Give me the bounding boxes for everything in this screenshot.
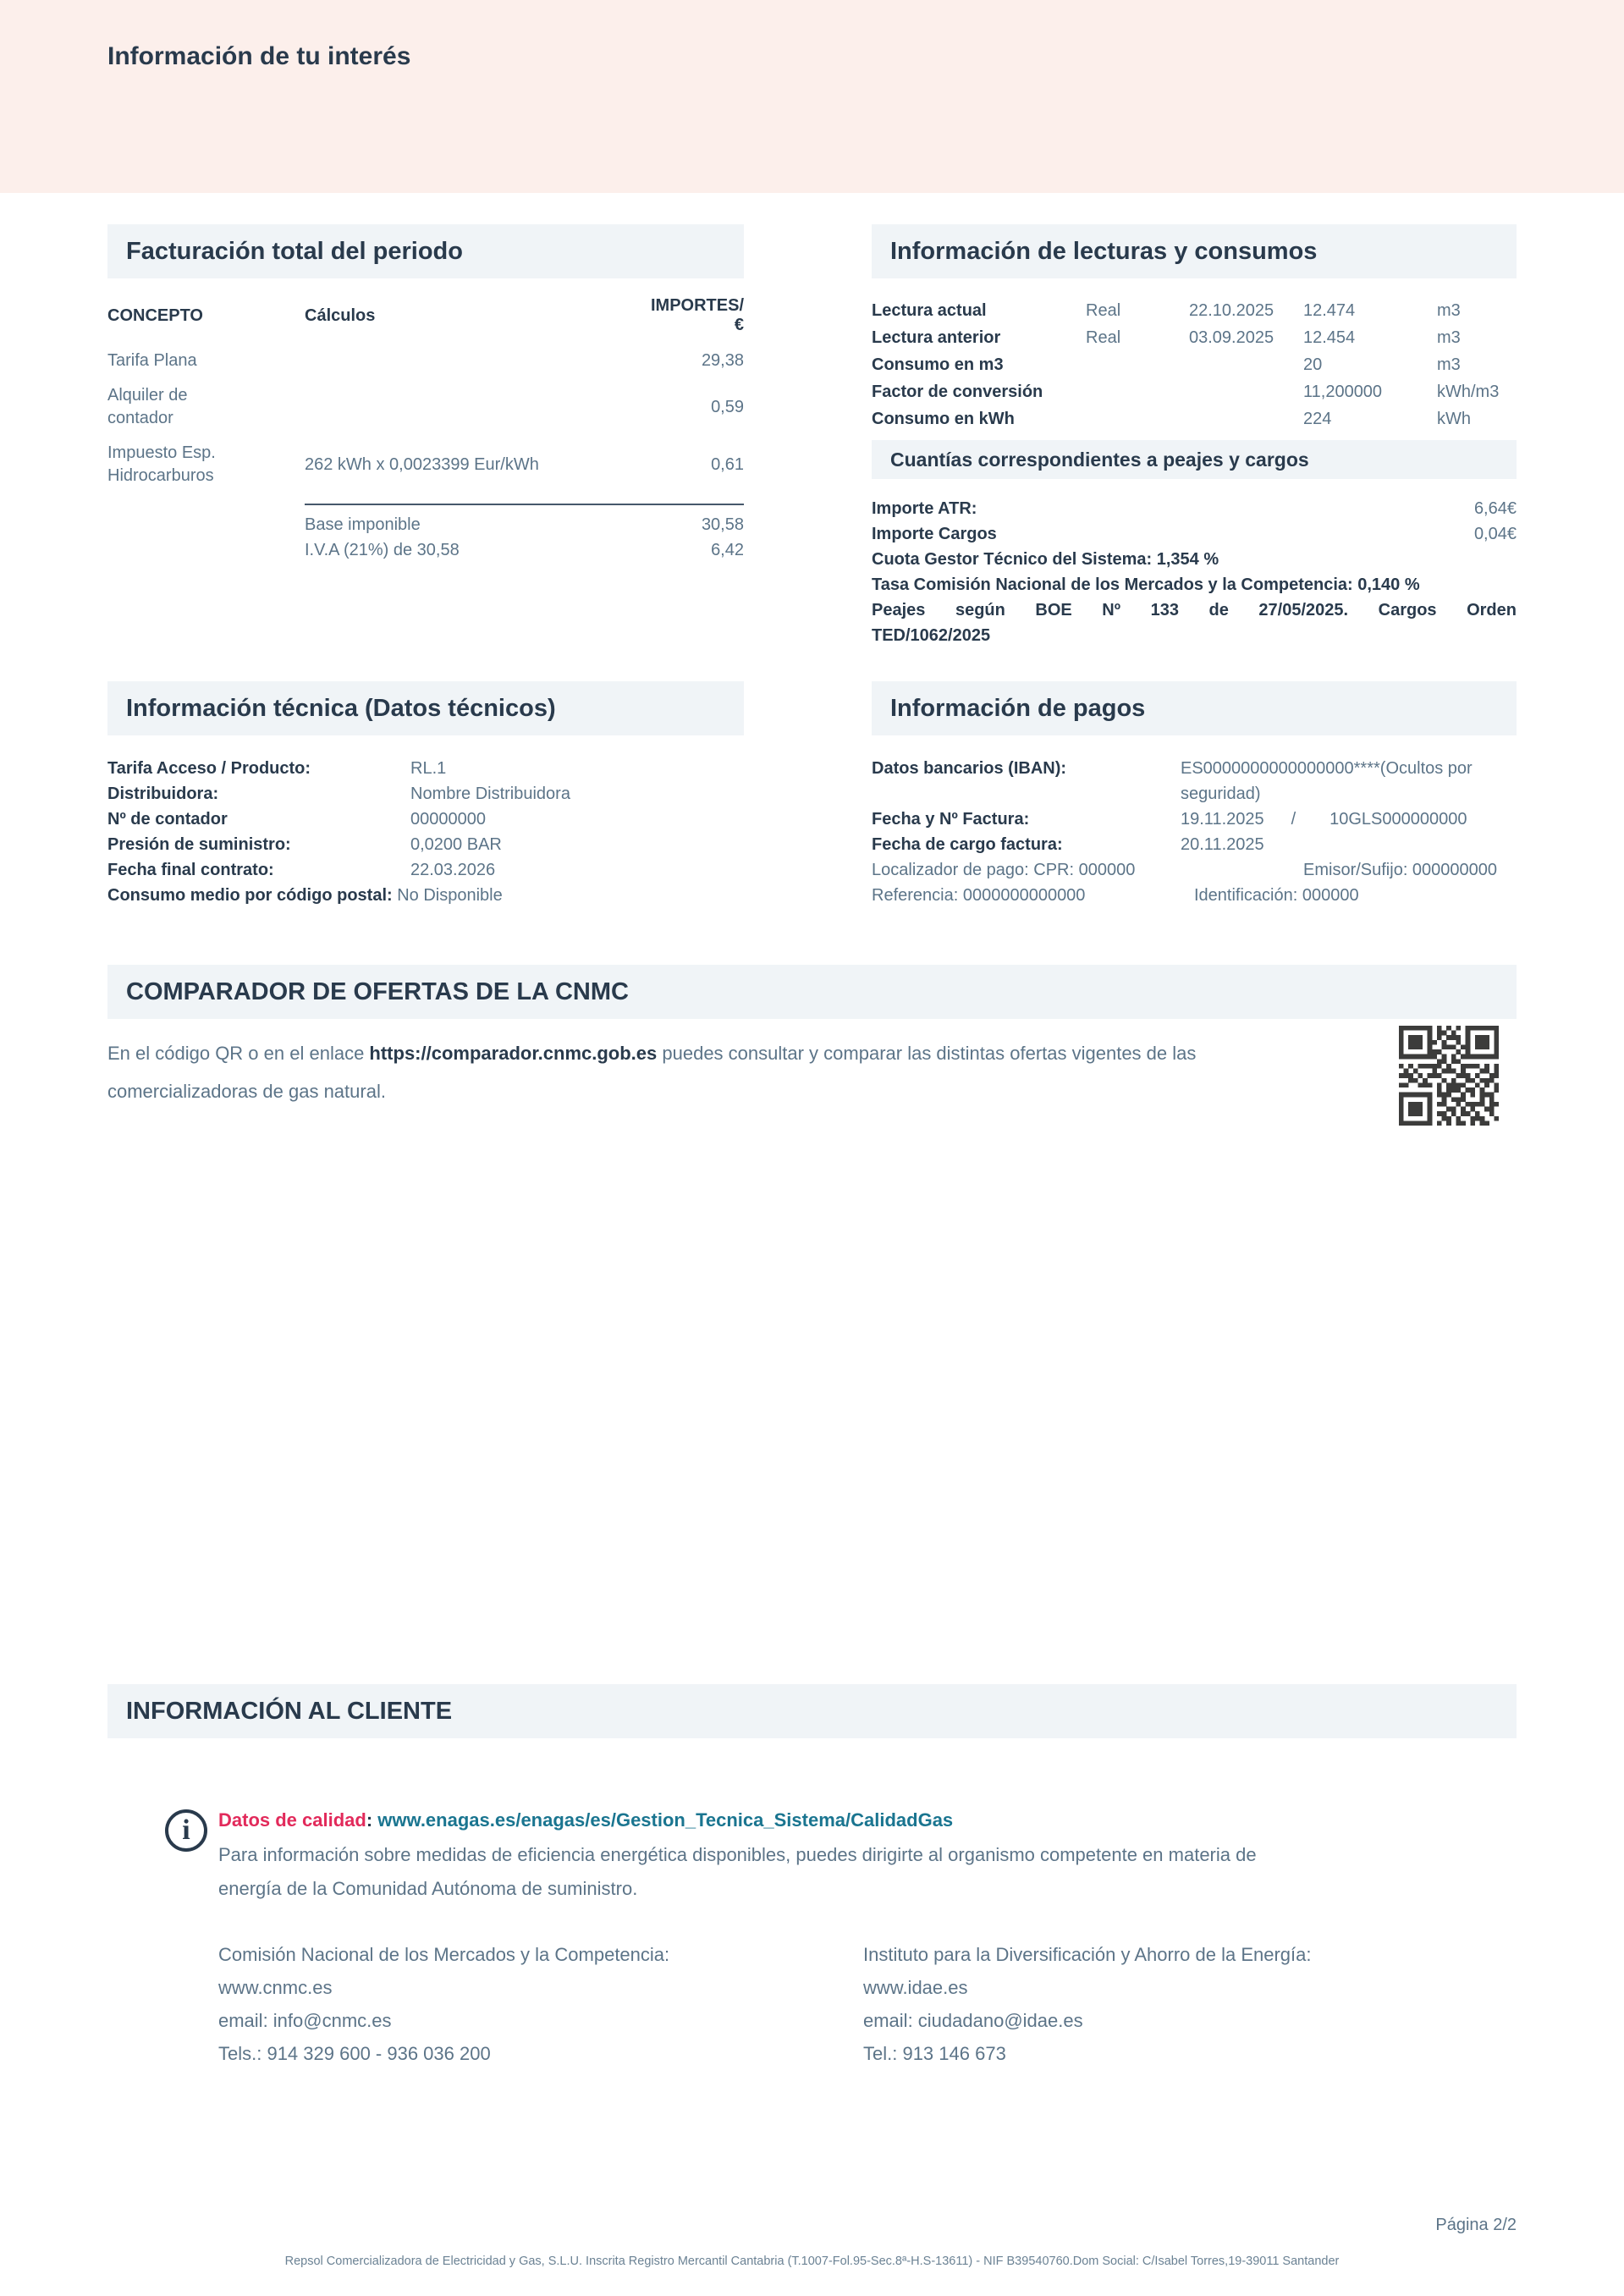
legal-footer: Repsol Comercializadora de Electricidad y Gas, S.L.U. Inscrita Registro Mercantil Cantabria (T.1007-Fol.95-Sec.8ª-H.S-13611) - NIF B39540760.Dom Social: C/Isabel Torres,19-39011 Santander: [284, 2255, 1340, 2268]
readings-table: [872, 297, 1517, 432]
billing-table-header: [107, 296, 744, 344]
idae-name: Instituto para la Diversificación y Ahorro de la Energía:: [863, 1944, 1312, 1965]
technical-section-title: Información técnica (Datos técnicos): [107, 681, 744, 735]
invoice-number: 10GLS000000000: [1329, 810, 1467, 829]
idae-website-link[interactable]: www.idae.es: [863, 1977, 968, 1998]
reading-label: Lectura actual: [872, 301, 987, 320]
reading-value: 11,200000: [1303, 383, 1383, 401]
page-banner: [0, 0, 1624, 193]
tolls-body: [872, 496, 1517, 648]
payment-reference: Referencia: 0000000000000: [872, 886, 1086, 905]
reading-date: [1189, 378, 1303, 405]
table-row: [107, 857, 744, 883]
atr-value: 6,64€: [1473, 499, 1517, 518]
reading-value: 224: [1303, 410, 1332, 428]
table-row: [107, 378, 744, 436]
comparator-section-title: COMPARADOR DE OFERTAS DE LA CNMC: [107, 965, 1517, 1019]
tech-value: No Disponible: [397, 886, 503, 905]
total-label: I.V.A (21%) de 30,58: [305, 541, 460, 559]
table-row: [107, 807, 744, 832]
tech-label: Fecha final contrato:: [107, 861, 274, 879]
reading-type: [1086, 405, 1189, 432]
iban-label: Datos bancarios (IBAN):: [872, 759, 1067, 778]
table-row: [107, 344, 744, 378]
table-row: [107, 832, 744, 857]
comparator-link[interactable]: https://comparador.cnmc.gob.es: [369, 1043, 658, 1064]
technical-section: [107, 681, 744, 908]
billing-totals: [305, 504, 744, 563]
cnmc-phone: Tels.: 914 329 600 - 936 036 200: [218, 2043, 491, 2064]
reading-date: [1189, 351, 1303, 378]
billing-row-amount: 0,59: [711, 397, 744, 416]
page-title: Información de tu interés: [107, 42, 411, 70]
billing-section-title: Facturación total del periodo: [107, 224, 744, 278]
table-row: [872, 378, 1517, 405]
client-info-section: [107, 1684, 1517, 2064]
info-icon: [165, 1809, 207, 1852]
reading-value: 12.474: [1303, 301, 1356, 320]
billing-row-amount: 0,61: [711, 454, 744, 474]
table-row: [872, 883, 1517, 908]
idae-email[interactable]: email: ciudadano@idae.es: [863, 2010, 1083, 2031]
table-row: [872, 756, 1517, 807]
tech-label: Distribuidora:: [107, 785, 219, 803]
tolls-section-title: Cuantías correspondientes a peajes y cargos: [872, 440, 1517, 479]
tolls-atr-row: [872, 496, 1517, 521]
reading-unit: m3: [1437, 355, 1461, 374]
reading-date: [1189, 405, 1303, 432]
tech-value: 22.03.2026: [410, 861, 496, 879]
reading-type: [1086, 351, 1189, 378]
comparator-section: [107, 965, 1517, 1129]
tech-label: Nº de contador: [107, 810, 228, 829]
invoice-value: [1181, 807, 1517, 832]
technical-body: [107, 756, 744, 908]
reading-value: 12.454: [1303, 328, 1356, 347]
tech-label: Consumo medio por código postal:: [107, 886, 393, 905]
billing-table: [107, 296, 744, 563]
comparator-text-after: puedes consultar y comparar las distintas ofertas vigentes de las comercializadoras de gas natural.: [107, 1043, 1197, 1102]
table-row: [872, 405, 1517, 432]
table-row: [107, 781, 744, 807]
table-row: [872, 857, 1517, 883]
table-row: [872, 297, 1517, 324]
iban-value: ES0000000000000000****(Ocultos por seguridad): [1181, 759, 1473, 803]
reading-date: 03.09.2025: [1189, 328, 1274, 347]
total-amount: 6,42: [711, 541, 744, 559]
payments-body: [872, 756, 1517, 908]
payments-section-title: Información de pagos: [872, 681, 1517, 735]
cnmc-website-link[interactable]: www.cnmc.es: [218, 1977, 333, 1998]
cnmc-contact: [218, 1938, 863, 2070]
comparator-paragraph: [107, 1034, 1284, 1110]
billing-section: [107, 224, 744, 563]
invoice-date: 19.11.2025: [1181, 810, 1264, 829]
locator-emisor: Emisor/Sufijo: 000000000: [1303, 861, 1498, 879]
table-row: [872, 324, 1517, 351]
table-row: [305, 512, 744, 537]
page-number: Página 2/2: [1435, 2216, 1517, 2234]
reading-value: 20: [1303, 355, 1323, 374]
invoice-label: Fecha y Nº Factura:: [872, 810, 1030, 829]
locator-label: Localizador de pago:: [872, 861, 1029, 879]
table-row: [107, 436, 744, 493]
tech-value: Nombre Distribuidora: [410, 785, 570, 803]
quality-link[interactable]: www.enagas.es/enagas/es/Gestion_Tecnica_Sistema/CalidadGas: [377, 1809, 954, 1831]
billing-col-concept: CONCEPTO: [107, 306, 203, 325]
cnmc-name: Comisión Nacional de los Mercados y la Competencia:: [218, 1944, 670, 1965]
peajes-line: TED/1062/2025: [872, 626, 991, 645]
reading-label: Consumo en m3: [872, 355, 1004, 374]
reading-date: 22.10.2025: [1189, 301, 1274, 320]
table-row: [872, 832, 1517, 857]
reading-unit: kWh/m3: [1437, 383, 1500, 401]
cuota-line: Cuota Gestor Técnico del Sistema: 1,354 %: [872, 550, 1219, 569]
billing-row-concept: Impuesto Esp. Hidrocarburos: [107, 443, 216, 485]
reading-type: Real: [1086, 328, 1121, 347]
tolls-section: [872, 440, 1517, 648]
tech-value: 0,0200 BAR: [410, 835, 502, 854]
reading-label: Factor de conversión: [872, 383, 1043, 401]
billing-row-amount: 29,38: [701, 351, 744, 370]
quality-separator: :: [366, 1809, 378, 1831]
cargos-value: 0,04€: [1473, 525, 1517, 543]
table-row: [872, 351, 1517, 378]
table-row: [107, 883, 744, 908]
total-label: Base imponible: [305, 515, 421, 534]
billing-row-calc: 262 kWh x 0,0023399 Eur/kWh: [305, 454, 539, 474]
tech-label: Tarifa Acceso / Producto:: [107, 759, 311, 778]
payments-section: [872, 681, 1517, 908]
tech-value: RL.1: [410, 759, 447, 778]
payment-identification: Identificación: 000000: [1194, 886, 1359, 905]
readings-section-title: Información de lecturas y consumos: [872, 224, 1517, 278]
billing-row-concept: Alquiler de contador: [107, 386, 188, 427]
idae-phone: Tel.: 913 146 673: [863, 2043, 1006, 2064]
charge-date: 20.11.2025: [1181, 835, 1264, 854]
quality-line: [218, 1804, 1276, 1836]
info-icon-glyph: i: [182, 1814, 190, 1846]
tech-label: Presión de suministro:: [107, 835, 291, 854]
readings-section: [872, 224, 1517, 432]
contacts: [218, 1938, 1508, 2070]
reading-label: Consumo en kWh: [872, 410, 1015, 428]
billing-col-calc: Cálculos: [305, 306, 376, 325]
reading-type: Real: [1086, 301, 1121, 320]
peajes-line: Peajes según BOE Nº 133 de 27/05/2025. Cargos Orden: [872, 601, 1517, 619]
comparator-text-before: En el código QR o en el enlace: [107, 1043, 370, 1064]
atr-label: Importe ATR:: [872, 499, 977, 518]
reading-label: Lectura anterior: [872, 328, 1001, 347]
client-info-text: [218, 1804, 1276, 1906]
billing-row-concept: Tarifa Plana: [107, 351, 197, 370]
cargos-label: Importe Cargos: [872, 525, 997, 543]
qr-code: [1399, 1026, 1499, 1126]
quality-label: Datos de calidad: [218, 1809, 366, 1831]
invoice-separator: /: [1291, 810, 1296, 829]
table-row: [305, 537, 744, 563]
cnmc-email[interactable]: email: info@cnmc.es: [218, 2010, 392, 2031]
reading-unit: m3: [1437, 328, 1461, 347]
charge-label: Fecha de cargo factura:: [872, 835, 1063, 854]
tolls-cargos-row: [872, 521, 1517, 547]
client-info-section-title: INFORMACIÓN AL CLIENTE: [107, 1684, 1517, 1738]
table-row: [107, 756, 744, 781]
reading-unit: kWh: [1437, 410, 1471, 428]
client-paragraph: Para información sobre medidas de eficiencia energética disponibles, puedes dirigirte al organismo competente en materia de energía de la Comunidad Autónoma de suministro.: [218, 1844, 1257, 1899]
tasa-line: Tasa Comisión Nacional de los Mercados y la Competencia: 0,140 %: [872, 575, 1420, 594]
idae-contact: [863, 1938, 1508, 2070]
total-amount: 30,58: [701, 515, 744, 534]
billing-col-amount: IMPORTES/€: [651, 296, 745, 334]
table-row: [872, 807, 1517, 832]
reading-type: [1086, 378, 1189, 405]
locator-cpr: CPR: 000000: [1033, 861, 1136, 879]
tech-value: 00000000: [410, 810, 486, 829]
reading-unit: m3: [1437, 301, 1461, 320]
